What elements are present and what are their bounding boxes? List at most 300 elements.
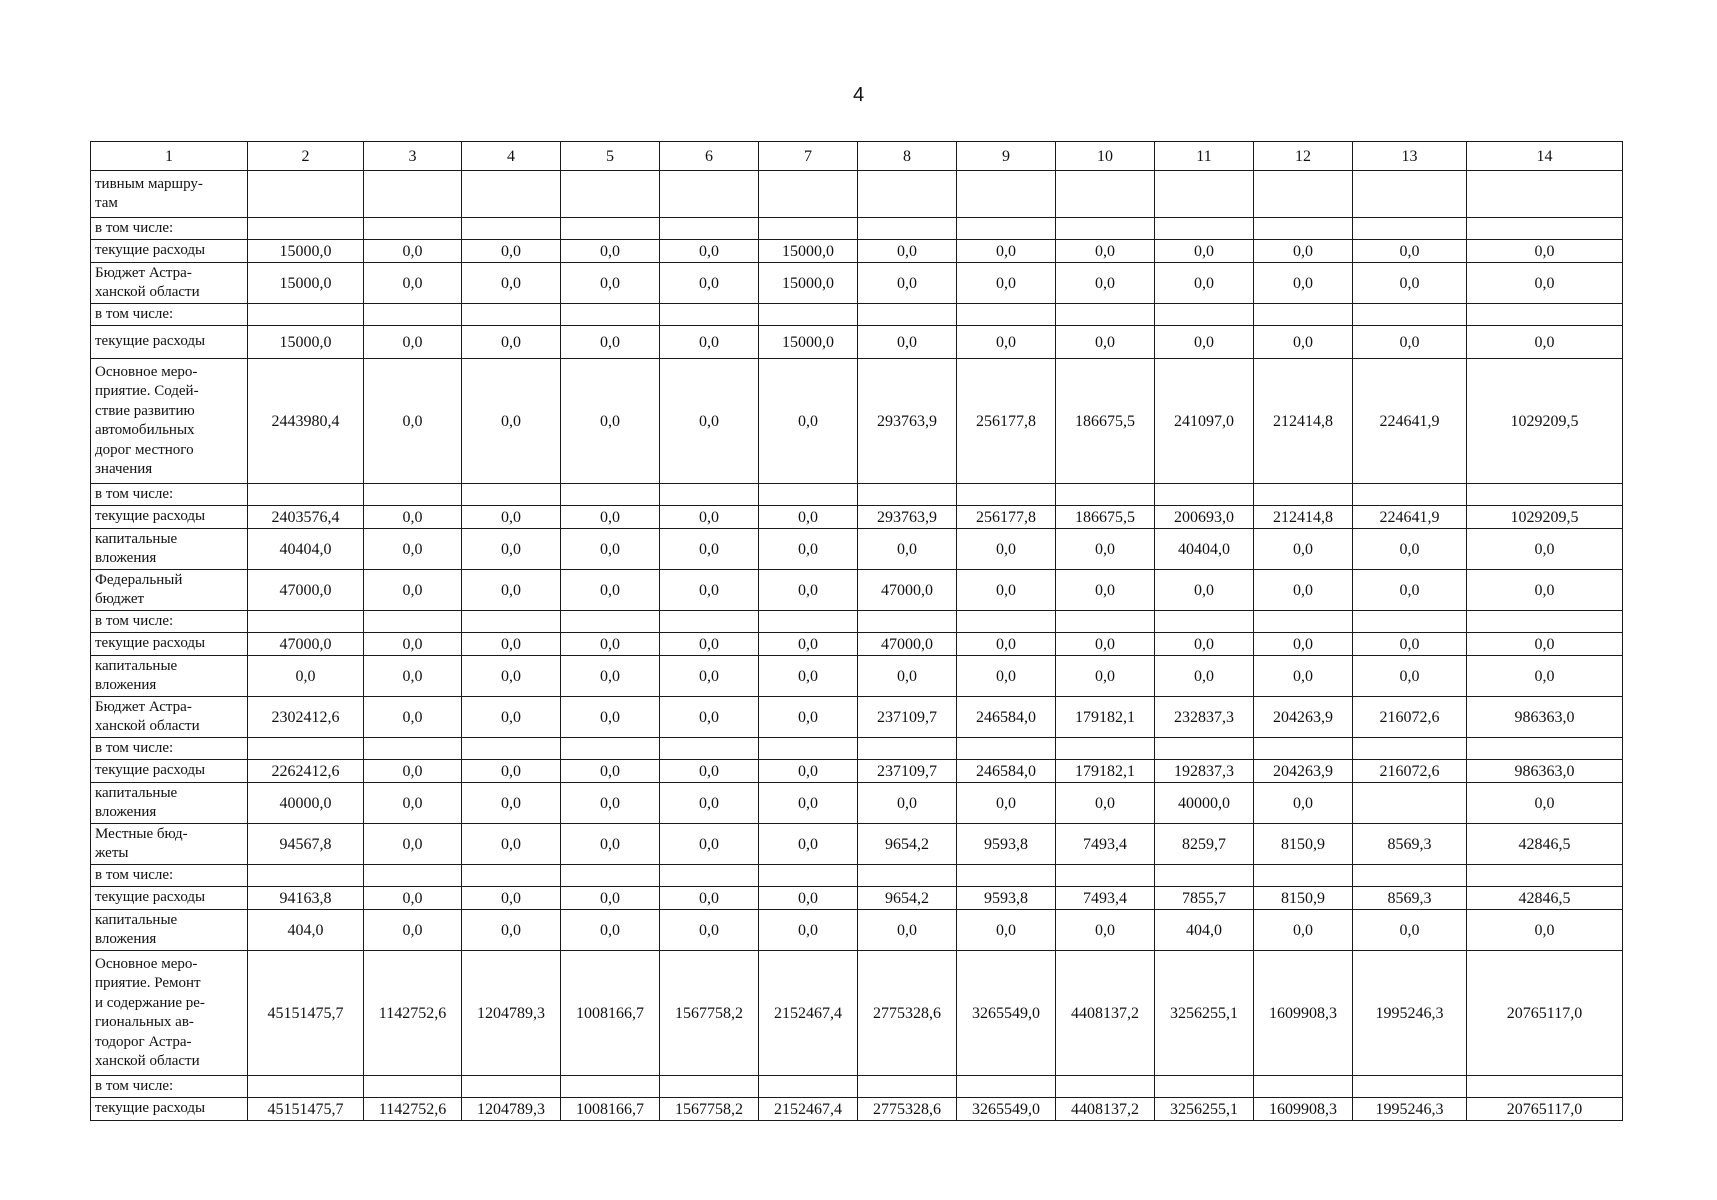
value-cell-col-14 (1467, 1076, 1623, 1098)
value-cell-col-13 (1353, 1076, 1467, 1098)
value-cell-col-2: 2443980,4 (248, 359, 364, 484)
value-cell-col-7: 0,0 (759, 910, 858, 951)
value-cell-col-6 (660, 171, 759, 218)
value-cell-col-4: 0,0 (462, 656, 561, 697)
table-row (91, 529, 1623, 570)
value-cell-col-2: 404,0 (248, 910, 364, 951)
value-cell-col-2: 15000,0 (248, 263, 364, 304)
value-cell-col-9: 0,0 (957, 240, 1056, 263)
value-cell-col-11 (1155, 1076, 1254, 1098)
value-cell-col-2 (248, 738, 364, 760)
column-header-13: 13 (1353, 142, 1467, 171)
value-cell-col-2: 94567,8 (248, 824, 364, 865)
value-cell-col-4: 0,0 (462, 783, 561, 824)
value-cell-col-12: 0,0 (1254, 263, 1353, 304)
value-cell-col-7 (759, 1076, 858, 1098)
value-cell-col-12 (1254, 218, 1353, 240)
value-cell-col-3 (364, 865, 462, 887)
value-cell-col-8 (858, 1076, 957, 1098)
value-cell-col-7: 0,0 (759, 760, 858, 783)
value-cell-col-7: 15000,0 (759, 326, 858, 359)
value-cell-col-14 (1467, 218, 1623, 240)
column-header-11: 11 (1155, 142, 1254, 171)
value-cell-col-14: 0,0 (1467, 910, 1623, 951)
value-cell-col-14: 0,0 (1467, 633, 1623, 656)
value-cell-col-7 (759, 218, 858, 240)
column-number-header-row (91, 142, 1623, 171)
table-row (91, 760, 1623, 783)
value-cell-col-6 (660, 611, 759, 633)
value-cell-col-10: 0,0 (1056, 633, 1155, 656)
value-cell-col-13: 0,0 (1353, 240, 1467, 263)
value-cell-col-8: 0,0 (858, 240, 957, 263)
table-row (91, 263, 1623, 304)
value-cell-col-12: 8150,9 (1254, 887, 1353, 910)
value-cell-col-12: 0,0 (1254, 240, 1353, 263)
value-cell-col-3 (364, 484, 462, 506)
value-cell-col-8 (858, 304, 957, 326)
value-cell-col-8: 9654,2 (858, 824, 957, 865)
value-cell-col-8 (858, 865, 957, 887)
column-header-14: 14 (1467, 142, 1623, 171)
value-cell-col-3: 0,0 (364, 326, 462, 359)
value-cell-col-2: 94163,8 (248, 887, 364, 910)
value-cell-col-7 (759, 611, 858, 633)
table-row (91, 611, 1623, 633)
value-cell-col-13: 8569,3 (1353, 824, 1467, 865)
value-cell-col-5: 0,0 (561, 656, 660, 697)
value-cell-col-4 (462, 218, 561, 240)
value-cell-col-9 (957, 611, 1056, 633)
value-cell-col-14: 20765117,0 (1467, 951, 1623, 1076)
value-cell-col-3: 0,0 (364, 506, 462, 529)
table-row (91, 887, 1623, 910)
value-cell-col-3: 0,0 (364, 633, 462, 656)
value-cell-col-9: 9593,8 (957, 887, 1056, 910)
value-cell-col-5: 0,0 (561, 824, 660, 865)
value-cell-col-9: 0,0 (957, 656, 1056, 697)
value-cell-col-4 (462, 484, 561, 506)
value-cell-col-13: 0,0 (1353, 656, 1467, 697)
value-cell-col-11: 0,0 (1155, 326, 1254, 359)
value-cell-col-4 (462, 304, 561, 326)
value-cell-col-14: 20765117,0 (1467, 1098, 1623, 1121)
value-cell-col-5 (561, 171, 660, 218)
value-cell-col-6 (660, 1076, 759, 1098)
column-header-8: 8 (858, 142, 957, 171)
table-row (91, 824, 1623, 865)
value-cell-col-2: 45151475,7 (248, 951, 364, 1076)
value-cell-col-13 (1353, 738, 1467, 760)
value-cell-col-11 (1155, 738, 1254, 760)
value-cell-col-13: 1995246,3 (1353, 951, 1467, 1076)
value-cell-col-13: 1995246,3 (1353, 1098, 1467, 1121)
value-cell-col-6: 0,0 (660, 570, 759, 611)
value-cell-col-3: 0,0 (364, 263, 462, 304)
value-cell-col-12: 0,0 (1254, 326, 1353, 359)
value-cell-col-6: 0,0 (660, 326, 759, 359)
column-header-3: 3 (364, 142, 462, 171)
row-label: текущие расходы (91, 887, 248, 910)
value-cell-col-7: 0,0 (759, 633, 858, 656)
row-label: в том числе: (91, 738, 248, 760)
value-cell-col-13: 0,0 (1353, 263, 1467, 304)
value-cell-col-10 (1056, 738, 1155, 760)
value-cell-col-12: 0,0 (1254, 910, 1353, 951)
value-cell-col-3: 0,0 (364, 570, 462, 611)
value-cell-col-8: 237109,7 (858, 697, 957, 738)
table-row (91, 865, 1623, 887)
value-cell-col-11: 0,0 (1155, 633, 1254, 656)
value-cell-col-2: 40000,0 (248, 783, 364, 824)
value-cell-col-4: 0,0 (462, 506, 561, 529)
value-cell-col-2: 40404,0 (248, 529, 364, 570)
value-cell-col-2 (248, 1076, 364, 1098)
value-cell-col-2 (248, 304, 364, 326)
value-cell-col-9: 0,0 (957, 910, 1056, 951)
table-row (91, 326, 1623, 359)
value-cell-col-2 (248, 484, 364, 506)
value-cell-col-5 (561, 738, 660, 760)
value-cell-col-10: 7493,4 (1056, 887, 1155, 910)
row-label: в том числе: (91, 304, 248, 326)
value-cell-col-5: 0,0 (561, 910, 660, 951)
value-cell-col-9 (957, 865, 1056, 887)
value-cell-col-3: 0,0 (364, 240, 462, 263)
value-cell-col-11: 404,0 (1155, 910, 1254, 951)
value-cell-col-8: 0,0 (858, 263, 957, 304)
value-cell-col-5: 0,0 (561, 263, 660, 304)
row-label: текущие расходы (91, 760, 248, 783)
value-cell-col-5: 0,0 (561, 887, 660, 910)
value-cell-col-2: 2403576,4 (248, 506, 364, 529)
value-cell-col-8: 9654,2 (858, 887, 957, 910)
value-cell-col-7: 0,0 (759, 887, 858, 910)
value-cell-col-7 (759, 865, 858, 887)
value-cell-col-3: 0,0 (364, 697, 462, 738)
value-cell-col-14: 0,0 (1467, 263, 1623, 304)
column-header-5: 5 (561, 142, 660, 171)
value-cell-col-7: 0,0 (759, 506, 858, 529)
value-cell-col-2: 2302412,6 (248, 697, 364, 738)
value-cell-col-2 (248, 171, 364, 218)
value-cell-col-7: 15000,0 (759, 240, 858, 263)
table-row (91, 656, 1623, 697)
table-row (91, 359, 1623, 484)
value-cell-col-6 (660, 484, 759, 506)
value-cell-col-8: 0,0 (858, 783, 957, 824)
value-cell-col-6: 0,0 (660, 633, 759, 656)
value-cell-col-13 (1353, 304, 1467, 326)
value-cell-col-2: 2262412,6 (248, 760, 364, 783)
value-cell-col-7 (759, 484, 858, 506)
value-cell-col-5: 0,0 (561, 326, 660, 359)
value-cell-col-13: 0,0 (1353, 570, 1467, 611)
value-cell-col-4: 1204789,3 (462, 1098, 561, 1121)
value-cell-col-8: 0,0 (858, 910, 957, 951)
value-cell-col-4: 0,0 (462, 760, 561, 783)
value-cell-col-9 (957, 1076, 1056, 1098)
value-cell-col-4 (462, 865, 561, 887)
value-cell-col-3 (364, 304, 462, 326)
value-cell-col-12 (1254, 484, 1353, 506)
table-row (91, 218, 1623, 240)
value-cell-col-10: 0,0 (1056, 783, 1155, 824)
value-cell-col-8: 237109,7 (858, 760, 957, 783)
value-cell-col-10 (1056, 865, 1155, 887)
column-header-10: 10 (1056, 142, 1155, 171)
value-cell-col-5 (561, 304, 660, 326)
value-cell-col-14: 0,0 (1467, 326, 1623, 359)
value-cell-col-13: 216072,6 (1353, 760, 1467, 783)
value-cell-col-10: 186675,5 (1056, 506, 1155, 529)
value-cell-col-2: 15000,0 (248, 240, 364, 263)
value-cell-col-6: 0,0 (660, 506, 759, 529)
value-cell-col-3: 1142752,6 (364, 1098, 462, 1121)
value-cell-col-4: 0,0 (462, 326, 561, 359)
value-cell-col-10: 7493,4 (1056, 824, 1155, 865)
value-cell-col-14 (1467, 171, 1623, 218)
value-cell-col-7: 15000,0 (759, 263, 858, 304)
row-label: в том числе: (91, 611, 248, 633)
value-cell-col-5: 0,0 (561, 506, 660, 529)
value-cell-col-6: 0,0 (660, 263, 759, 304)
value-cell-col-4 (462, 611, 561, 633)
value-cell-col-14: 986363,0 (1467, 760, 1623, 783)
value-cell-col-5 (561, 1076, 660, 1098)
value-cell-col-7: 0,0 (759, 529, 858, 570)
value-cell-col-3: 0,0 (364, 359, 462, 484)
page-number: 4 (852, 84, 865, 106)
value-cell-col-11 (1155, 484, 1254, 506)
value-cell-col-5: 1008166,7 (561, 1098, 660, 1121)
value-cell-col-12 (1254, 611, 1353, 633)
value-cell-col-12 (1254, 304, 1353, 326)
value-cell-col-10: 4408137,2 (1056, 951, 1155, 1076)
value-cell-col-13: 0,0 (1353, 633, 1467, 656)
value-cell-col-12: 0,0 (1254, 570, 1353, 611)
value-cell-col-13: 224641,9 (1353, 506, 1467, 529)
value-cell-col-12: 212414,8 (1254, 359, 1353, 484)
value-cell-col-11: 3256255,1 (1155, 951, 1254, 1076)
table-row (91, 570, 1623, 611)
table-row (91, 910, 1623, 951)
value-cell-col-5: 0,0 (561, 783, 660, 824)
value-cell-col-10: 179182,1 (1056, 760, 1155, 783)
value-cell-col-11: 8259,7 (1155, 824, 1254, 865)
column-header-12: 12 (1254, 142, 1353, 171)
row-label: текущие расходы (91, 506, 248, 529)
value-cell-col-14 (1467, 484, 1623, 506)
value-cell-col-12: 204263,9 (1254, 760, 1353, 783)
table-row (91, 738, 1623, 760)
value-cell-col-14: 1029209,5 (1467, 506, 1623, 529)
value-cell-col-12: 204263,9 (1254, 697, 1353, 738)
budget-table (90, 141, 1623, 1121)
value-cell-col-11 (1155, 865, 1254, 887)
value-cell-col-13: 0,0 (1353, 910, 1467, 951)
table-row (91, 1076, 1623, 1098)
row-label: Основное меро- приятие. Содей- ствие развитию автомобильных дорог местного значения (91, 359, 248, 484)
value-cell-col-14 (1467, 611, 1623, 633)
value-cell-col-8 (858, 738, 957, 760)
value-cell-col-8: 2775328,6 (858, 951, 957, 1076)
value-cell-col-6: 0,0 (660, 887, 759, 910)
value-cell-col-9: 256177,8 (957, 506, 1056, 529)
value-cell-col-4: 1204789,3 (462, 951, 561, 1076)
value-cell-col-7: 0,0 (759, 824, 858, 865)
value-cell-col-11: 40000,0 (1155, 783, 1254, 824)
column-header-2: 2 (248, 142, 364, 171)
value-cell-col-4: 0,0 (462, 697, 561, 738)
column-header-1: 1 (91, 142, 248, 171)
value-cell-col-7: 2152467,4 (759, 1098, 858, 1121)
table-row (91, 240, 1623, 263)
value-cell-col-4: 0,0 (462, 824, 561, 865)
value-cell-col-12: 0,0 (1254, 656, 1353, 697)
value-cell-col-6: 0,0 (660, 359, 759, 484)
value-cell-col-3: 0,0 (364, 529, 462, 570)
value-cell-col-9: 0,0 (957, 529, 1056, 570)
value-cell-col-14: 986363,0 (1467, 697, 1623, 738)
value-cell-col-7: 2152467,4 (759, 951, 858, 1076)
value-cell-col-12 (1254, 738, 1353, 760)
value-cell-col-10: 0,0 (1056, 656, 1155, 697)
value-cell-col-7: 0,0 (759, 359, 858, 484)
value-cell-col-2: 47000,0 (248, 570, 364, 611)
value-cell-col-5: 0,0 (561, 240, 660, 263)
value-cell-col-10: 0,0 (1056, 570, 1155, 611)
value-cell-col-12: 0,0 (1254, 529, 1353, 570)
value-cell-col-4: 0,0 (462, 529, 561, 570)
table-body (91, 171, 1623, 1121)
value-cell-col-3: 1142752,6 (364, 951, 462, 1076)
value-cell-col-14 (1467, 304, 1623, 326)
value-cell-col-10: 0,0 (1056, 240, 1155, 263)
value-cell-col-10: 0,0 (1056, 529, 1155, 570)
value-cell-col-4: 0,0 (462, 910, 561, 951)
value-cell-col-3: 0,0 (364, 760, 462, 783)
value-cell-col-10: 179182,1 (1056, 697, 1155, 738)
table-row (91, 171, 1623, 218)
column-header-6: 6 (660, 142, 759, 171)
value-cell-col-10: 0,0 (1056, 263, 1155, 304)
value-cell-col-4: 0,0 (462, 359, 561, 484)
value-cell-col-9: 0,0 (957, 263, 1056, 304)
value-cell-col-9: 256177,8 (957, 359, 1056, 484)
value-cell-col-12: 212414,8 (1254, 506, 1353, 529)
value-cell-col-3 (364, 218, 462, 240)
value-cell-col-9: 0,0 (957, 633, 1056, 656)
value-cell-col-6: 0,0 (660, 529, 759, 570)
value-cell-col-14: 0,0 (1467, 656, 1623, 697)
budget-table-container (90, 141, 1622, 1121)
value-cell-col-4: 0,0 (462, 633, 561, 656)
row-label: Бюджет Астра- ханской области (91, 263, 248, 304)
value-cell-col-8: 0,0 (858, 656, 957, 697)
value-cell-col-9: 246584,0 (957, 760, 1056, 783)
value-cell-col-4: 0,0 (462, 263, 561, 304)
row-label: Федеральный бюджет (91, 570, 248, 611)
value-cell-col-4: 0,0 (462, 570, 561, 611)
value-cell-col-3: 0,0 (364, 887, 462, 910)
value-cell-col-9: 0,0 (957, 326, 1056, 359)
value-cell-col-9: 9593,8 (957, 824, 1056, 865)
value-cell-col-7 (759, 171, 858, 218)
value-cell-col-11: 0,0 (1155, 240, 1254, 263)
value-cell-col-6: 0,0 (660, 760, 759, 783)
value-cell-col-3 (364, 1076, 462, 1098)
value-cell-col-3 (364, 611, 462, 633)
value-cell-col-6 (660, 865, 759, 887)
value-cell-col-12: 8150,9 (1254, 824, 1353, 865)
value-cell-col-2 (248, 865, 364, 887)
value-cell-col-9: 246584,0 (957, 697, 1056, 738)
row-label: тивным маршру- там (91, 171, 248, 218)
value-cell-col-7: 0,0 (759, 697, 858, 738)
value-cell-col-11: 40404,0 (1155, 529, 1254, 570)
table-row (91, 783, 1623, 824)
value-cell-col-5: 0,0 (561, 633, 660, 656)
value-cell-col-7: 0,0 (759, 783, 858, 824)
value-cell-col-6 (660, 738, 759, 760)
value-cell-col-12 (1254, 1076, 1353, 1098)
table-row (91, 304, 1623, 326)
table-row (91, 697, 1623, 738)
table-row (91, 1098, 1623, 1121)
value-cell-col-4 (462, 171, 561, 218)
row-label: капитальные вложения (91, 529, 248, 570)
value-cell-col-8: 47000,0 (858, 633, 957, 656)
table-row (91, 506, 1623, 529)
value-cell-col-14 (1467, 865, 1623, 887)
value-cell-col-14 (1467, 738, 1623, 760)
value-cell-col-7 (759, 304, 858, 326)
value-cell-col-6: 0,0 (660, 783, 759, 824)
value-cell-col-12: 0,0 (1254, 783, 1353, 824)
value-cell-col-8: 0,0 (858, 529, 957, 570)
value-cell-col-6: 0,0 (660, 824, 759, 865)
value-cell-col-13 (1353, 611, 1467, 633)
value-cell-col-14: 0,0 (1467, 783, 1623, 824)
value-cell-col-10 (1056, 484, 1155, 506)
value-cell-col-13 (1353, 783, 1467, 824)
value-cell-col-8: 0,0 (858, 326, 957, 359)
value-cell-col-11: 192837,3 (1155, 760, 1254, 783)
value-cell-col-2 (248, 611, 364, 633)
value-cell-col-14: 0,0 (1467, 570, 1623, 611)
value-cell-col-5: 0,0 (561, 570, 660, 611)
value-cell-col-12: 1609908,3 (1254, 1098, 1353, 1121)
value-cell-col-14: 1029209,5 (1467, 359, 1623, 484)
value-cell-col-8 (858, 611, 957, 633)
row-label: в том числе: (91, 1076, 248, 1098)
value-cell-col-11 (1155, 218, 1254, 240)
value-cell-col-12 (1254, 865, 1353, 887)
value-cell-col-5 (561, 484, 660, 506)
value-cell-col-11: 200693,0 (1155, 506, 1254, 529)
value-cell-col-11: 232837,3 (1155, 697, 1254, 738)
value-cell-col-9: 0,0 (957, 570, 1056, 611)
table-row (91, 633, 1623, 656)
value-cell-col-10: 4408137,2 (1056, 1098, 1155, 1121)
row-label: капитальные вложения (91, 783, 248, 824)
value-cell-col-4 (462, 738, 561, 760)
value-cell-col-13: 216072,6 (1353, 697, 1467, 738)
value-cell-col-6: 1567758,2 (660, 951, 759, 1076)
value-cell-col-12: 0,0 (1254, 633, 1353, 656)
value-cell-col-6: 0,0 (660, 240, 759, 263)
